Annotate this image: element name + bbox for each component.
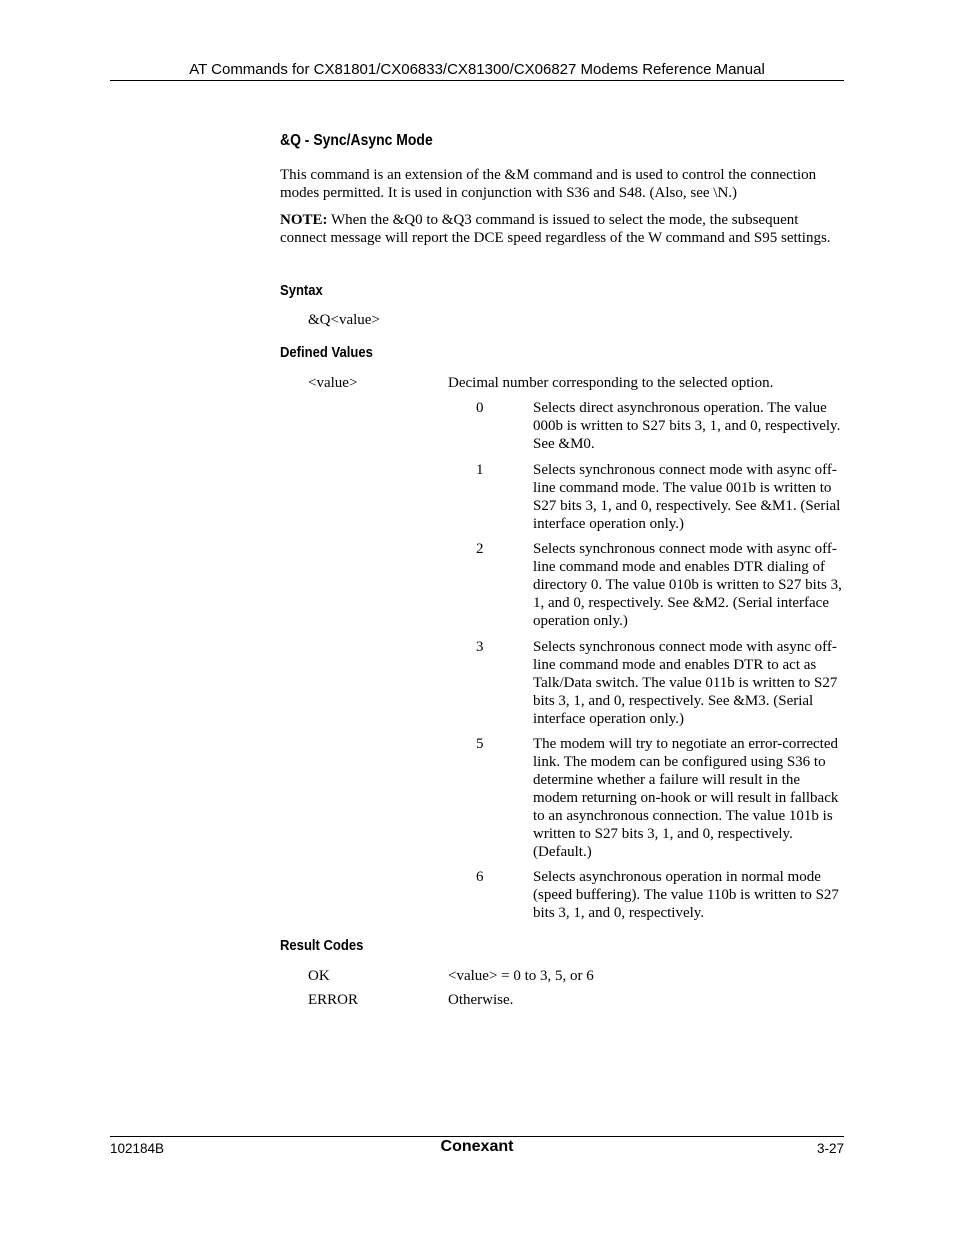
option-number: 5 [476, 736, 484, 752]
note-text: When the &Q0 to &Q3 command is issued to select the mode, the subsequent connect message will report the DCE speed regardless of the W command and S95 settings. [280, 212, 831, 246]
footer-rule [110, 1136, 844, 1137]
note-paragraph [280, 211, 845, 247]
syntax-value: &Q<value> [308, 312, 380, 328]
defined-values-heading: Defined Values [280, 345, 373, 361]
result-code: OK [308, 968, 330, 984]
defined-values-param-desc: Decimal number corresponding to the selected option. [448, 375, 774, 391]
intro-text: This command is an extension of the &M command and is used to control the connection modes permitted. It is used in conjunction with S36 and S48. (Also, see \N.) [280, 167, 817, 201]
result-code-desc: Otherwise. [448, 992, 514, 1008]
result-code: ERROR [308, 992, 359, 1008]
syntax-heading: Syntax [280, 283, 323, 299]
option-number: 6 [476, 869, 484, 885]
option-description: Selects direct asynchronous operation. The value 000b is written to S27 bits 3, 1, and 0, respectively. See &M0. [533, 400, 841, 452]
defined-values-param: <value> [308, 375, 358, 391]
option-number: 3 [476, 639, 484, 655]
option-description: Selects asynchronous operation in normal mode (speed buffering). The value 110b is written to S27 bits 3, 1, and 0, respectively. [533, 869, 839, 921]
option-number: 2 [476, 541, 484, 557]
header-rule [110, 80, 844, 81]
running-header: AT Commands for CX81801/CX06833/CX81300/CX06827 Modems Reference Manual [189, 61, 765, 78]
option-description: The modem will try to negotiate an error-corrected link. The modem can be configured using S36 to determine whether a failure will result in the modem returning on-hook or will result in fallback to an asynchronous connection. The value 101b is written to S27 bits 3, 1, and 0, respectively. (Default.) [533, 736, 839, 860]
footer-doc-number: 102184B [110, 1141, 165, 1156]
section-title: &Q - Sync/Async Mode [280, 132, 433, 149]
option-description: Selects synchronous connect mode with async off-line command mode and enables DTR to act as Talk/Data switch. The value 011b is written to S27 bits 3, 1, and 0, respectively. See &M3. (Serial interface operation only.) [533, 639, 838, 727]
note-label: NOTE: [280, 212, 328, 228]
footer-page-number: 3-27 [816, 1141, 844, 1156]
footer-company: Conexant [440, 1138, 514, 1155]
result-codes-heading: Result Codes [280, 938, 364, 954]
option-number: 0 [476, 400, 484, 416]
result-code-desc: <value> = 0 to 3, 5, or 6 [448, 968, 594, 984]
intro-paragraph [280, 166, 845, 202]
option-description: Selects synchronous connect mode with async off-line command mode and enables DTR dialing of directory 0. The value 010b is written to S27 bits 3, 1, and 0, respectively. See &M2. (Serial interface operation only.) [533, 541, 842, 629]
option-description: Selects synchronous connect mode with async off-line command mode. The value 001b is written to S27 bits 3, 1, and 0, respectively. See &M1. (Serial interface operation only.) [533, 462, 841, 532]
option-number: 1 [476, 462, 484, 478]
